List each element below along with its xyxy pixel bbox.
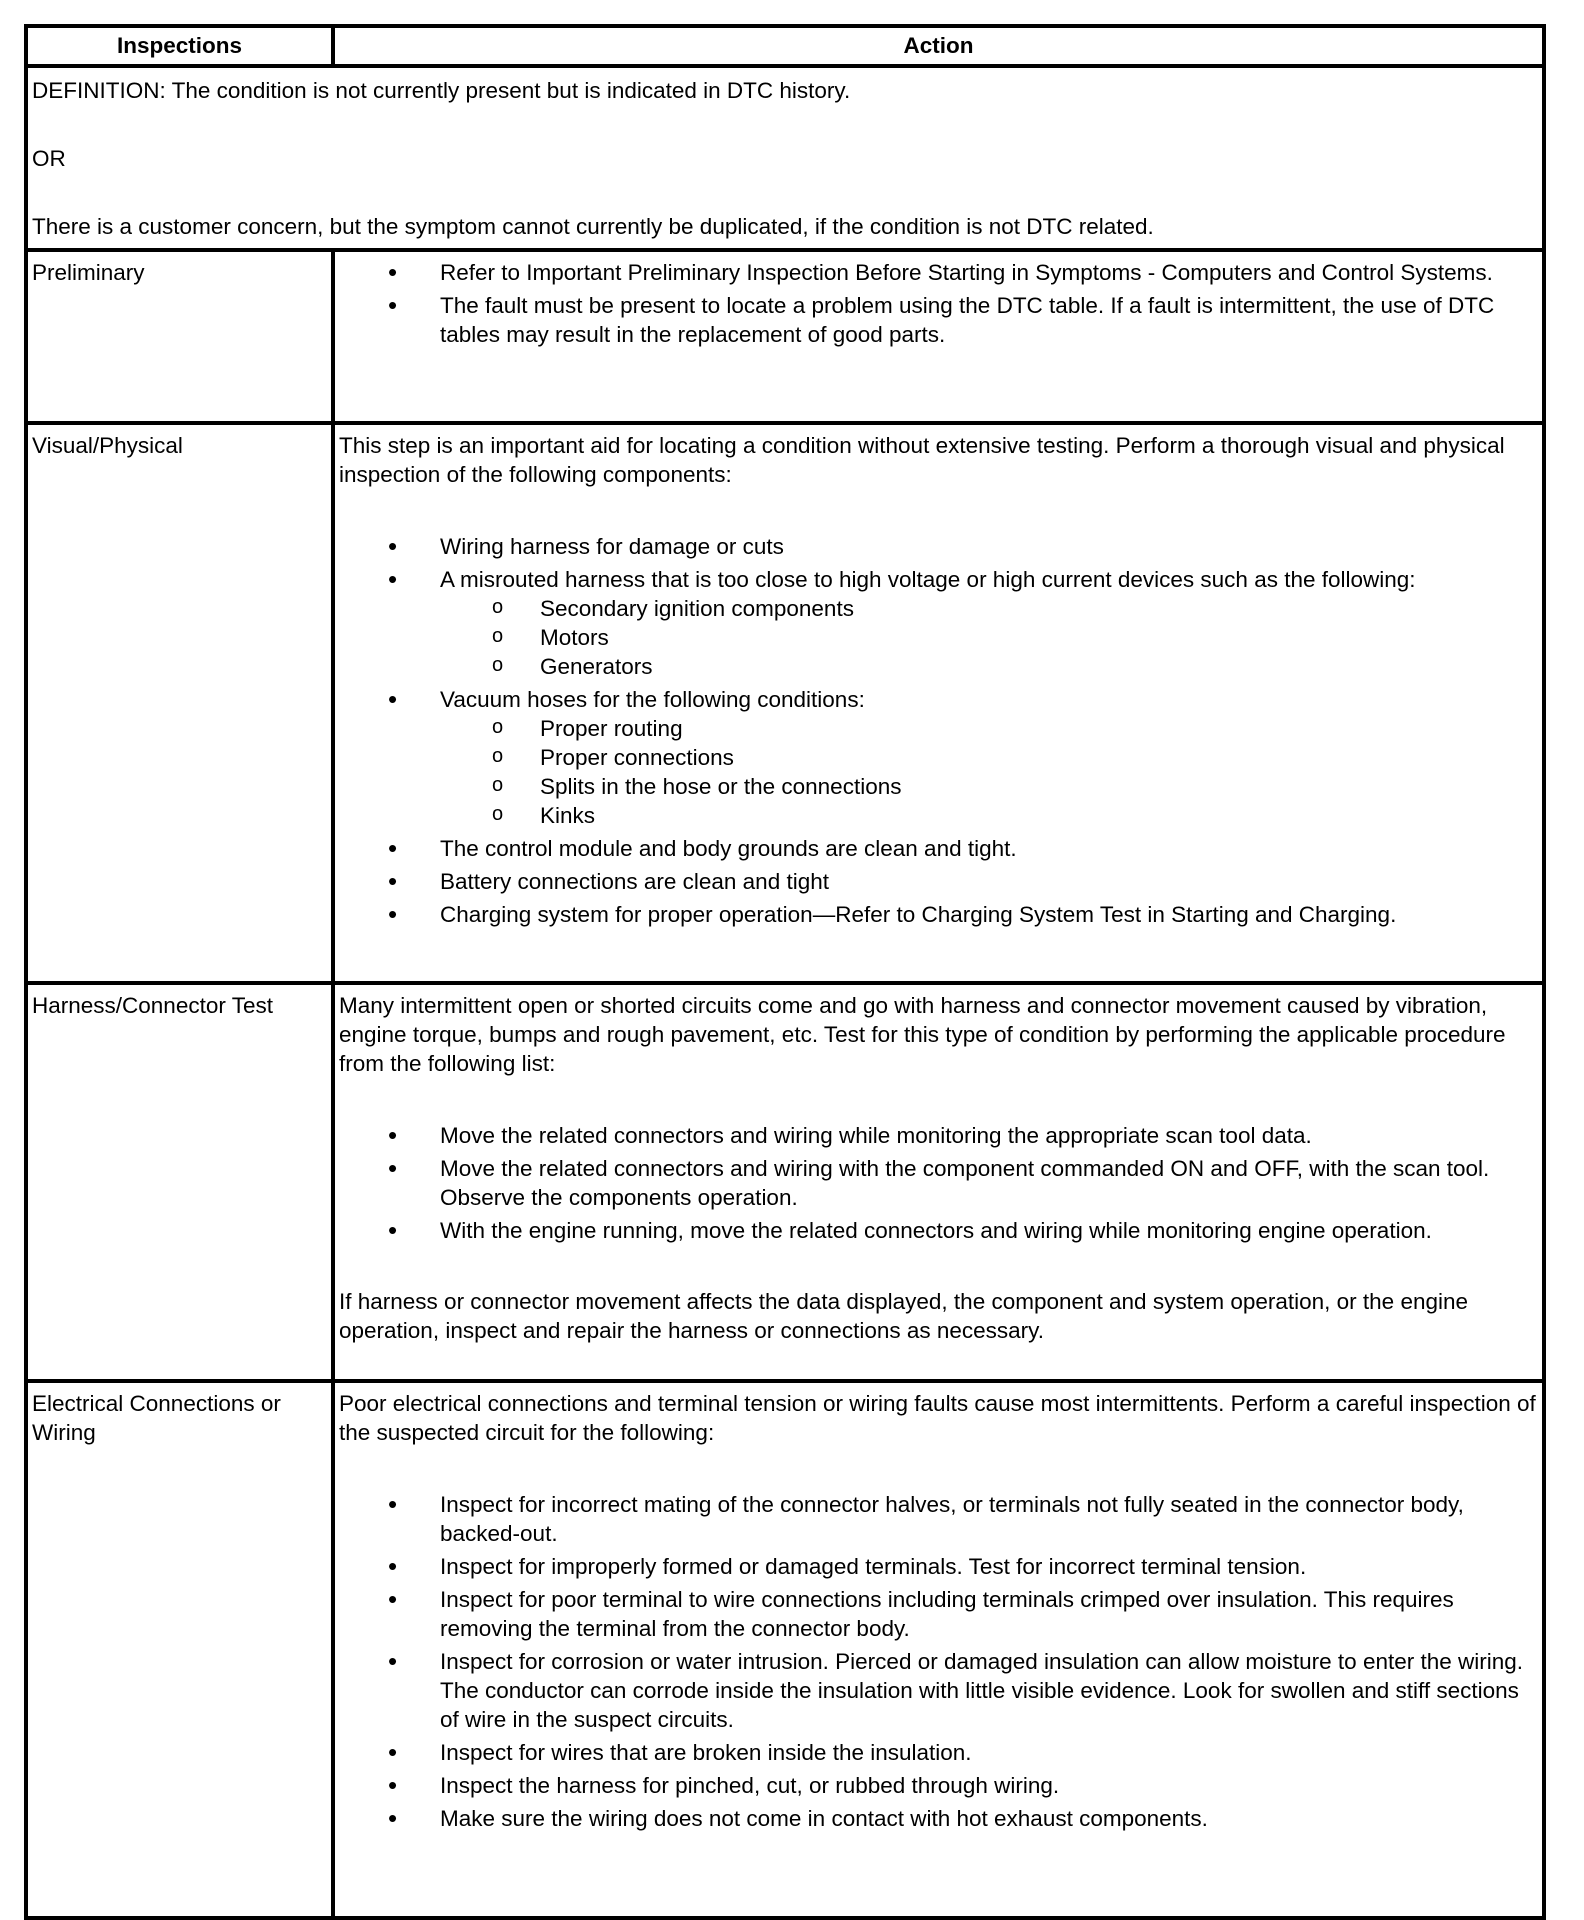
harness-outro: If harness or connector movement affects the data displayed, the component and system operation, or the engine operation, inspect and repair the harness or connections as necessary. — [339, 1289, 1469, 1343]
document-page — [24, 24, 1542, 1920]
list-item: • Refer to Important Preliminary Inspection Before Starting in Symptoms - Computers and Control Systems. — [440, 258, 1538, 287]
list-item-text: Wiring harness for damage or cuts — [440, 534, 784, 559]
list-item: • Move the related connectors and wiring while monitoring the appropriate scan tool data. — [440, 1121, 1538, 1150]
electrical-connections-row — [26, 1381, 1544, 1918]
list-item — [440, 565, 1538, 681]
sublist-item: o Motors — [540, 623, 1538, 652]
hose-sublist — [440, 714, 1538, 830]
list-item: • Inspect for poor terminal to wire connections including terminals crimped over insulation. This requires removing the terminal from the connector body. — [440, 1585, 1538, 1643]
inspection-table — [24, 24, 1546, 1920]
definition-cell — [26, 66, 1544, 250]
harness-connector-action — [333, 983, 1544, 1381]
list-item: • Inspect the harness for pinched, cut, or rubbed through wiring. — [440, 1771, 1538, 1800]
sublist-item: o Secondary ignition components — [540, 594, 1538, 623]
list-item: • Battery connections are clean and tight — [440, 867, 1538, 896]
sublist-item: o Splits in the hose or the connections — [540, 772, 1538, 801]
list-item: • Inspect for improperly formed or damaged terminals. Test for incorrect terminal tension. — [440, 1552, 1538, 1581]
definition-or: OR — [32, 146, 66, 171]
visual-physical-action — [333, 423, 1544, 983]
harness-connector-row — [26, 983, 1544, 1381]
list-item — [440, 685, 1538, 830]
electrical-connections-action — [333, 1381, 1544, 1918]
sublist-item: o Kinks — [540, 801, 1538, 830]
electrical-intro: Poor electrical connections and terminal tension or wiring faults cause most intermittents. Perform a careful inspection of the suspected circuit for the following: — [339, 1391, 1536, 1445]
list-item: • Charging system for proper operation—Refer to Charging System Test in Starting and Charging. — [440, 900, 1538, 929]
list-item: • Inspect for corrosion or water intrusion. Pierced or damaged insulation can allow moisture to enter the wiring. The conductor can corrode inside the insulation with little visible evidence. Look for swollen and stiff sections of wire in the suspect circuits. — [440, 1647, 1538, 1734]
visual-physical-label: Visual/Physical — [26, 423, 333, 983]
harness-intro: Many intermittent open or shorted circuits come and go with harness and connector movement caused by vibration, engine torque, bumps and rough pavement, etc. Test for this type of condition by performing the applicable procedure from the following list: — [339, 993, 1506, 1076]
preliminary-list — [339, 258, 1538, 349]
electrical-connections-label: Electrical Connections or Wiring — [26, 1381, 333, 1918]
visual-list — [339, 532, 1538, 929]
visual-physical-row — [26, 423, 1544, 983]
list-item: • Inspect for incorrect mating of the connector halves, or terminals not fully seated in the connector body, backed-out. — [440, 1490, 1538, 1548]
sublist-item: o Generators — [540, 652, 1538, 681]
sublist-item: o Proper connections — [540, 743, 1538, 772]
visual-intro: This step is an important aid for locating a condition without extensive testing. Perform a thorough visual and physical inspection of the following components: — [339, 433, 1505, 487]
list-item: • The fault must be present to locate a problem using the DTC table. If a fault is intermittent, the use of DTC tables may result in the replacement of good parts. — [440, 291, 1538, 349]
header-row — [26, 26, 1544, 66]
list-item-text: A misrouted harness that is too close to high voltage or high current devices such as the following: — [440, 567, 1416, 592]
list-item: • The control module and body grounds are clean and tight. — [440, 834, 1538, 863]
electrical-list — [339, 1490, 1538, 1833]
list-item: • Inspect for wires that are broken inside the insulation. — [440, 1738, 1538, 1767]
list-item — [440, 532, 1538, 561]
header-action: Action — [333, 26, 1544, 66]
preliminary-action — [333, 250, 1544, 423]
preliminary-label: Preliminary — [26, 250, 333, 423]
harness-list — [339, 1121, 1538, 1245]
definition-row — [26, 66, 1544, 250]
list-item: • Move the related connectors and wiring with the component commanded ON and OFF, with the scan tool. Observe the components operation. — [440, 1154, 1538, 1212]
device-sublist — [440, 594, 1538, 681]
definition-alt-text: There is a customer concern, but the symptom cannot currently be duplicated, if the condition is not DTC related. — [32, 214, 1154, 239]
sublist-item: o Proper routing — [540, 714, 1538, 743]
list-item: • With the engine running, move the related connectors and wiring while monitoring engine operation. — [440, 1216, 1538, 1245]
preliminary-row — [26, 250, 1544, 423]
list-item-text: Vacuum hoses for the following conditions: — [440, 687, 865, 712]
harness-connector-label: Harness/Connector Test — [26, 983, 333, 1381]
definition-text: DEFINITION: The condition is not currently present but is indicated in DTC history. — [32, 78, 851, 103]
list-item: • Make sure the wiring does not come in contact with hot exhaust components. — [440, 1804, 1538, 1833]
header-inspections: Inspections — [26, 26, 333, 66]
